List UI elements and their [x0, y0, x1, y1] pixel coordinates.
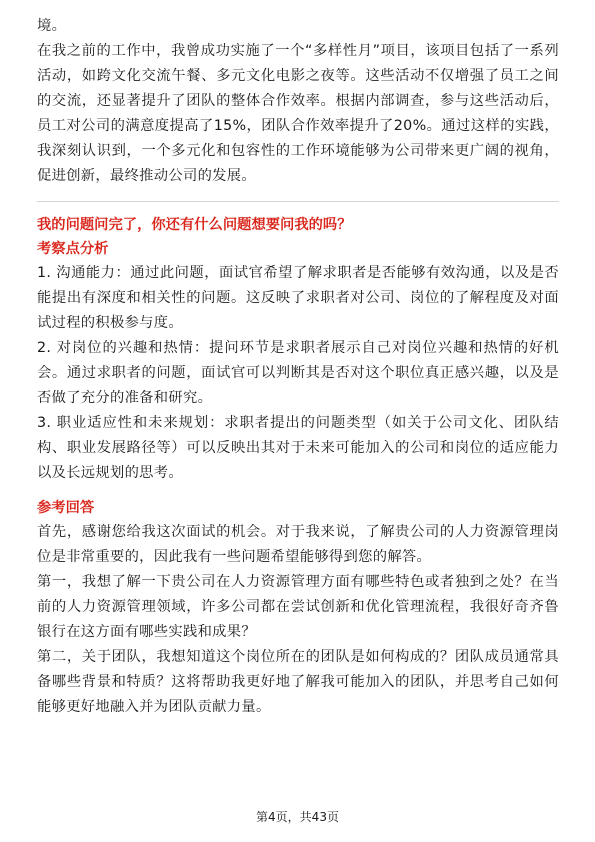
analysis-heading: 考察点分析 [37, 241, 109, 257]
answer-paragraph-2: 第一，我想了解一下贵公司在人力资源管理方面有哪些特色或者独到之处？在当前的人力资源管理领域，许多公司都在尝试创新和优化管理流程，我很好奇齐鲁银行在这方面有哪些实践和成果？ [37, 574, 559, 640]
section-divider [37, 201, 559, 202]
page-content [37, 14, 559, 720]
analysis-point-3: 3. 职业适应性和未来规划：求职者提出的问题类型（如关于公司文化、团队结构、职业发展路径等）可以反映出其对于未来可能加入的公司和岗位的适应能力以及长远规划的思考。 [37, 415, 559, 481]
analysis-point-1: 1. 沟通能力：通过此问题，面试官希望了解求职者是否能够有效沟通，以及是否能提出有深度和相关性的问题。这反映了求职者对公司、岗位的了解程度及对面试过程的积极参与度。 [37, 265, 559, 331]
intro-paragraph: 在我之前的工作中，我曾成功实施了一个“多样性月”项目，该项目包括了一系列活动，如跨文化交流午餐、多元文化电影之夜等。这些活动不仅增强了员工之间的交流，还显著提升了团队的整体合作效率。根据内部调查，参与这些活动后，员工对公司的满意度提高了15%，团队合作效率提升了20%。通过这样的实践，我深刻认识到，一个多元化和包容性的工作环境能够为公司带来更广阔的视角，促进创新，最终推动公司的发展。 [37, 43, 559, 184]
answer-paragraph-1: 首先，感谢您给我这次面试的机会。对于我来说，了解贵公司的人力资源管理岗位是非常重要的，因此我有一些问题希望能够得到您的解答。 [37, 524, 559, 565]
interview-question: 我的问题问完了，你还有什么问题想要问我的吗？ [37, 217, 352, 233]
analysis-point-2: 2. 对岗位的兴趣和热情：提问环节是求职者展示自己对岗位兴趣和热情的好机会。通过求职者的问题，面试官可以判断其是否对这个职位真正感兴趣，以及是否做了充分的准备和研究。 [37, 340, 559, 406]
page-number: 第4页，共43页 [256, 810, 339, 824]
intro-continuation: 境。 [37, 18, 67, 34]
answer-heading: 参考回答 [37, 500, 95, 516]
answer-paragraph-3: 第二，关于团队，我想知道这个岗位所在的团队是如何构成的？团队成员通常具备哪些背景和特质？这将帮助我更好地了解我可能加入的团队，并思考自己如何能够更好地融入并为团队贡献力量。 [37, 649, 559, 715]
